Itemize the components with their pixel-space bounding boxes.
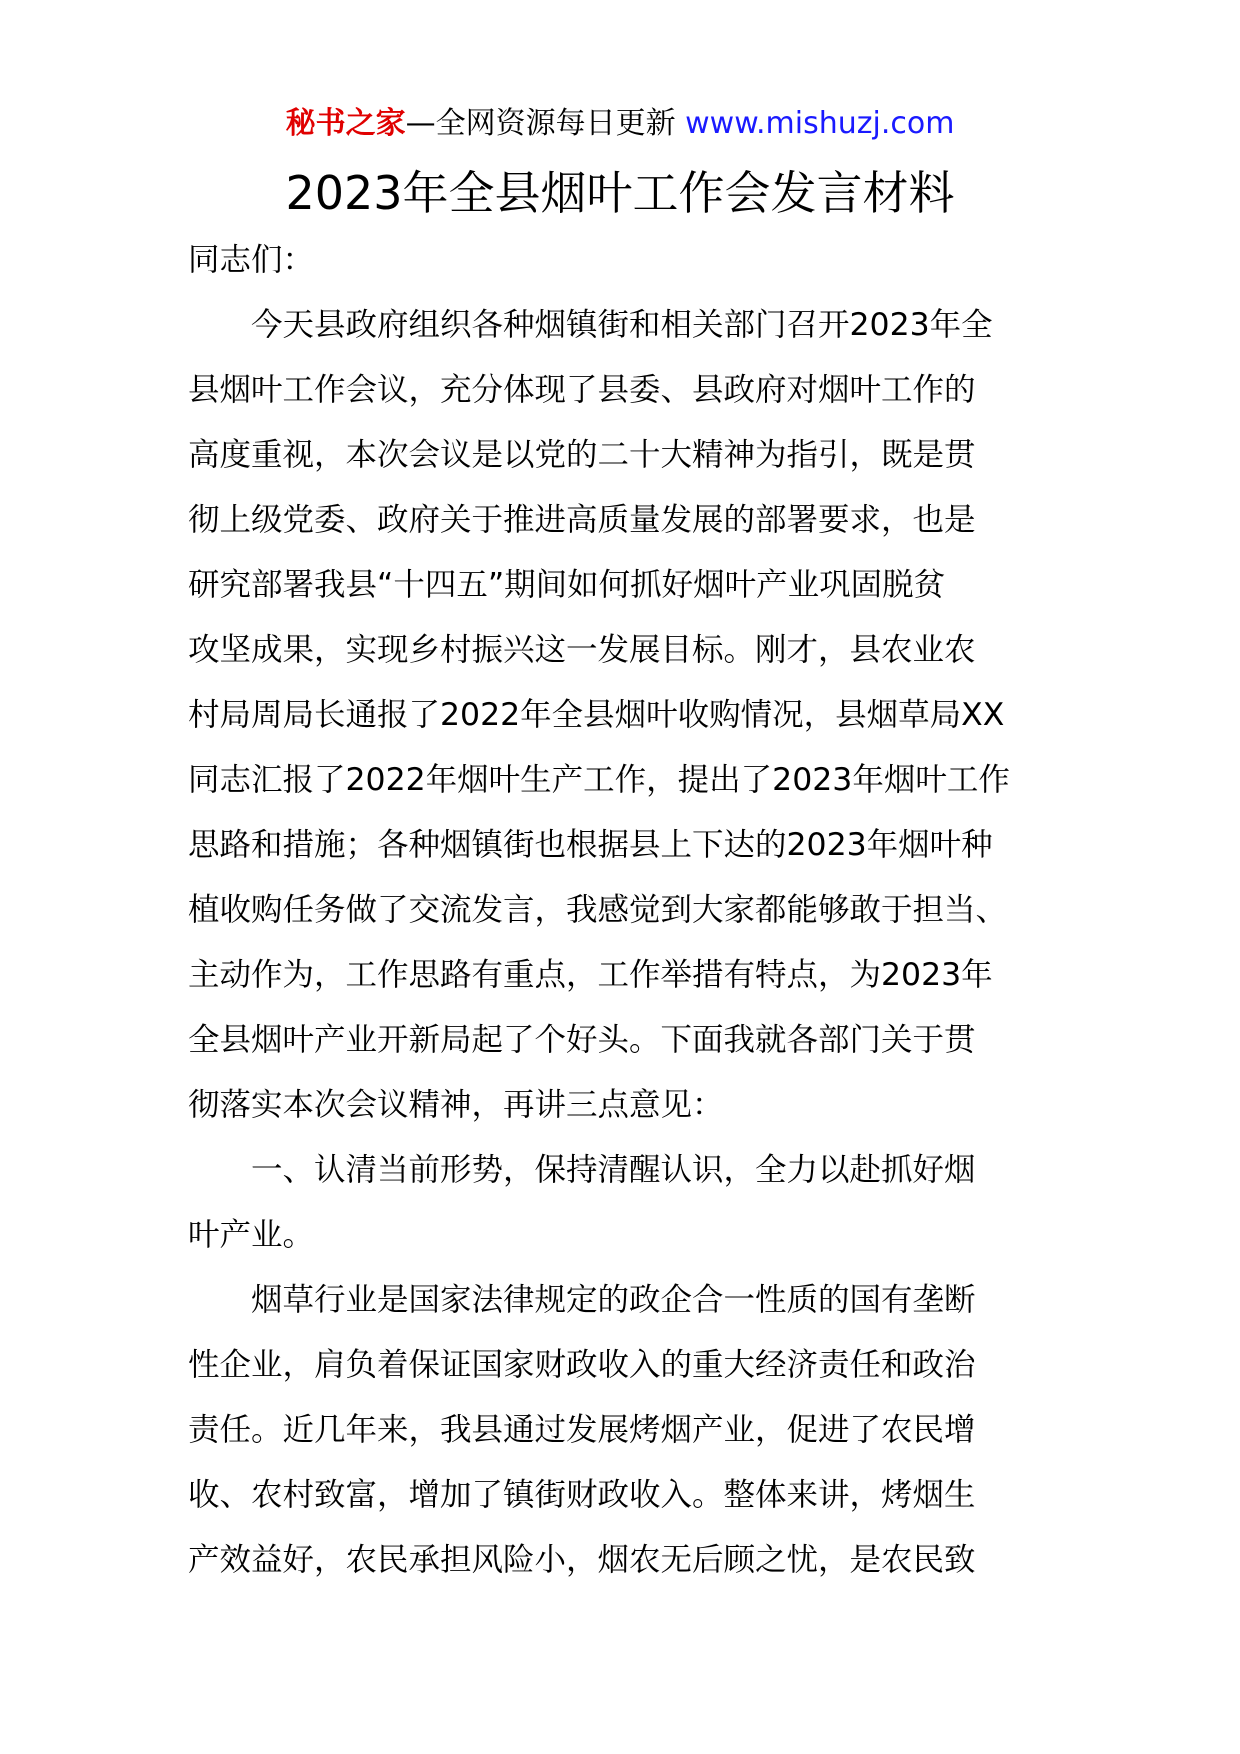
site-header xyxy=(0,100,1240,148)
body-line: 高度重视，本次会议是以党的二十大精神为指引，既是贯 xyxy=(188,437,976,473)
document-body xyxy=(188,228,1068,1593)
body-line: 责任。近几年来，我县通过发展烤烟产业，促进了农民增 xyxy=(188,1412,976,1448)
body-line: 彻上级党委、政府关于推进高质量发展的部署要求，也是 xyxy=(188,502,976,538)
body-line: 烟草行业是国家法律规定的政企合一性质的国有垄断 xyxy=(188,1282,976,1318)
body-line: 县烟叶工作会议，充分体现了县委、县政府对烟叶工作的 xyxy=(188,372,976,408)
body-line: 全县烟叶产业开新局起了个好头。下面我就各部门关于贯 xyxy=(188,1022,976,1058)
body-line: 同志汇报了2022年烟叶生产工作，提出了2023年烟叶工作 xyxy=(188,762,1010,798)
site-url-link[interactable]: www.mishuzj.com xyxy=(685,106,955,141)
body-line: 研究部署我县“十四五”期间如何抓好烟叶产业巩固脱贫 xyxy=(188,567,946,603)
salutation-line: 同志们： xyxy=(188,242,315,278)
site-tagline: —全网资源每日更新 xyxy=(405,106,676,141)
body-line: 攻坚成果，实现乡村振兴这一发展目标。刚才，县农业农 xyxy=(188,632,976,668)
body-line: 性企业，肩负着保证国家财政收入的重大经济责任和政治 xyxy=(188,1347,976,1383)
body-line: 主动作为，工作思路有重点，工作举措有特点，为2023年 xyxy=(188,957,993,993)
body-line: 收、农村致富，增加了镇街财政收入。整体来讲，烤烟生 xyxy=(188,1477,976,1513)
site-brand: 秘书之家 xyxy=(285,106,406,141)
section-heading-line: 一、认清当前形势，保持清醒认识，全力以赴抓好烟 xyxy=(188,1152,976,1188)
body-line: 植收购任务做了交流发言，我感觉到大家都能够敢于担当、 xyxy=(188,892,1008,928)
section-heading-line: 叶产业。 xyxy=(188,1217,315,1253)
body-line: 村局周局长通报了2022年全县烟叶收购情况，县烟草局XX xyxy=(188,697,1005,733)
body-line: 思路和措施；各种烟镇街也根据县上下达的2023年烟叶种 xyxy=(188,827,993,863)
body-line: 彻落实本次会议精神，再讲三点意见： xyxy=(188,1087,724,1123)
body-line: 今天县政府组织各种烟镇街和相关部门召开2023年全 xyxy=(188,307,993,343)
document-title: 2023年全县烟叶工作会发言材料 xyxy=(285,166,955,220)
body-line: 产效益好，农民承担风险小，烟农无后顾之忧，是农民致 xyxy=(188,1542,976,1578)
